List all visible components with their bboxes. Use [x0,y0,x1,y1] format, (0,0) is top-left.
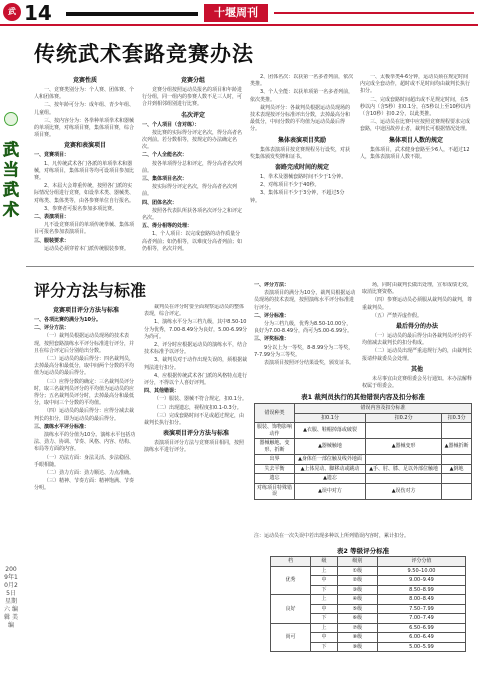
table-cell: 中 [311,633,338,643]
paragraph: 4、应根据传统武术各门派的风格特点进行评分，不得以个人喜好评判。 [144,372,248,387]
paragraph: 按实际得分评定名次，得分高者名次列前。 [142,184,238,198]
banner-char: 当 [2,160,19,179]
article2-title: 评分方法与标准 [34,281,147,300]
table-cell: 7.00–7.49 [377,614,465,624]
paragraph: （一）服装、器械不符合规定，扣0.1分。 [154,396,247,403]
table-cell [442,423,472,439]
table-row [255,483,472,499]
table-cell: 7.50–7.99 [377,604,465,614]
table-cell: ①级 [337,566,377,576]
table-cell: ⑨级 [337,642,377,652]
table-cell: 9.00–9.49 [377,576,465,586]
paragraph: （三）应得分数的确定：三名裁判员评分时，取三名裁判员评分的平均值为运动员的应得分；五名裁判员评分时，去掉最高分和最低分，取中间三个分数的平均值。 [34,378,135,407]
table-cell: ▲遗忘 [295,474,366,484]
paragraph: 表演项目按照评分结果设奖，颁发证书。 [264,360,355,367]
paragraph: （三）完成套路时间不足或超过规定，由裁判长执行扣分。 [144,412,245,427]
paragraph: 3、个人全能：以获单项第一名多者列前，依次类推。 [250,89,354,103]
table1-note: 注：运动员在一次失误中若出现多种以上所列错误内容时，累计扣分。 [254,533,410,539]
table-cell: ⑦级 [337,623,377,633]
paragraph: 1、个人项目：以完成套路的动作质量分高者列前；如仍相等，以难度分高者列前；如仍相等，名次并列。 [142,231,243,252]
paragraph: 2、对练项目不少于40秒。 [260,182,320,189]
column-header: 错误种类 [255,404,295,423]
table-cell: ④级 [337,595,377,605]
paragraph: 1、演练水平分为三档九级，其中8.50-10分为优秀，7.00-8.49分为良好，5.00-6.99分为尚可。 [144,319,248,340]
column-header: 错误内容及扣分标准 [295,404,472,414]
table-cell: 中 [311,604,338,614]
column-header: 级别 [337,557,377,567]
paragraph: （二）运动员出现严重违规行为的，由裁判长报请仲裁委员会处理。 [362,348,472,362]
row-label: 器械触地、变形、折断 [255,439,295,455]
paragraph: 三、按内容分为：各拳种单项拳术和器械的单项比赛，对练项目赛，集体项目赛，综合项目赛。 [34,117,135,139]
subheading: 名次评定 [180,111,205,119]
column-header: 扣0.3分 [442,413,472,423]
article2-column-1 [34,304,138,689]
article2-column-3 [254,282,356,390]
paragraph: 9分以上为一等奖，8-8.99分为二等奖，7-7.99分为三等奖。 [254,344,354,358]
paragraph: （五）严禁弄虚作假。 [372,312,423,319]
subheading: 集体项目人数的规定 [388,136,443,144]
table-cell [442,483,472,499]
paragraph: 分为三档九级，优秀为8.50-10.00分，良好为7.00-8.49分，尚可为5.00-6.99分。 [254,321,353,335]
paragraph: 2、本届大会尊重传统，按照各门派的实际情况分组进行竞赛，如设拳术类、器械类、对练类、集体类等，由各参赛单位自行报名。 [34,183,135,204]
subheading: 竞赛和表演项目 [63,142,106,150]
bold-line: 五、得分相等的处理： [142,223,193,230]
table-cell [442,455,472,465]
subheading: 最后得分的办法 [395,323,438,331]
table1-title: 表1 裁判员执行的其他错误内容及扣分标准 [301,393,425,401]
paragraph: （二）劲力方面：劲力顺达、力点准确。 [44,470,135,477]
paragraph: 未尽事宜由竞赛组委会另行通知。本办法解释权属于组委会。 [362,375,472,390]
group-label: 尚可 [271,623,311,652]
paragraph: 集体项目，武术健身套路至少6人，不超过12人，集体表演项目人数不限。 [360,146,470,160]
table-cell: 中 [311,576,338,586]
table-row [271,566,466,576]
paragraph: 演练水平的分值为10分。演练水平包括功法、劲力、协调、节奏、风格、内容、结构、布局等方面的内容。 [34,432,136,453]
header-rule [66,12,198,16]
banner-char: 术 [2,200,19,219]
table-cell: 上 [311,566,338,576]
paragraph: 表演项目评分方法与竞赛项目相同，按照演练水平进行评分。 [144,440,245,454]
paragraph: 一、太极拳类4-6分钟，运动员须在规定时间内完成全套动作，超时或不足时间均由裁判长执行扣分。 [360,74,471,95]
paragraph: （三）精神、节奏方面：精神饱满、节奏分明。 [34,478,135,492]
table-row [255,423,472,439]
table-cell: ▲上体晃动、脚移动或跳动 [295,464,366,474]
table-cell: 5.00–5.99 [377,642,465,652]
table-cell: ▲倒地 [442,464,472,474]
banner-char: 武 [2,180,19,199]
table-cell: ▲身体任一部位触及线外地面 [295,455,366,465]
subheading: 表演项目评分方法与标准 [162,430,229,438]
row-label: 出界 [255,455,295,465]
paragraph: 1、凡传统武术各门各派的单项拳术和器械，对练项目，集体项目等均可设项目参加比赛。 [34,160,135,182]
side-banner [0,140,22,310]
subheading: 竞赛分组 [180,77,205,84]
table-row [255,474,472,484]
table-cell: 下 [311,642,338,652]
table-cell: ⑥级 [337,614,377,624]
paragraph: （四）参赛运动员必须服从裁判员的裁判，尊重裁判员。 [362,297,472,311]
article1-column-4 [360,74,472,260]
table-cell: ▲误伤对方 [366,483,442,499]
paragraph: 2、团体名次：以获第一名多者列前，依次类推。 [250,74,354,88]
article2-column-4 [362,282,472,390]
paragraph: （二）运动员的最后得分：四名裁判员，去掉最高分和最低分，取中间两个分数的平均值为运动员的最后得分。 [34,356,135,377]
table-row [255,464,472,474]
table-cell: ▲器械变形 [366,439,442,455]
bold-line: 一、各项比赛的满分为10分。 [34,317,101,323]
bold-line: 三、评奖标准： [254,336,290,343]
table-cell: 8.50–8.99 [377,585,465,595]
table-header-row [271,557,466,567]
article1-column-1 [34,74,136,260]
error-deduction-table [254,403,472,500]
paragraph: 二、按年龄可分为：成年组、青少年组、儿童组。 [34,102,135,116]
table-row [271,623,466,633]
group-label: 良好 [271,595,311,624]
group-label: 优秀 [271,566,311,595]
table-cell [366,474,442,484]
table-cell: ⑧级 [337,633,377,643]
table-cell: ▲器械触地 [295,439,366,455]
table-cell: 8.00–8.49 [377,595,465,605]
paragraph: 三、运动员在比赛中应按照竞赛规程要求完成套路，中途因故停止者，裁判长可根据情况处理。 [360,119,471,133]
paragraph: 按各单项得分总和评定，得分高者名次列前。 [142,160,243,174]
column-header: 级 [311,557,338,567]
paragraph: （一）裁判员根据运动员现场的技术表现，按照套路演练水平评分标准进行评分，并且在综合评定后分别给出分数。 [34,333,135,354]
bold-line: 二、个人全能名次： [142,152,188,159]
table-header-row [255,404,472,414]
column-header: 扣0.1分 [295,413,366,423]
table-cell [366,455,442,465]
row-label: 对练项目特殊错误 [255,483,295,499]
header-rule-red [274,12,474,14]
grade-scoring-table [270,556,466,652]
paragraph: 集体表演项目按竞赛规程另行设奖，对获奖集体颁发奖牌和证书。 [250,146,351,160]
bold-line: 二、表演项目： [34,214,70,221]
page-number: 14 [24,1,52,25]
article1-column-3 [250,74,354,260]
table-row [255,455,472,465]
column-header: 评分分值 [377,557,465,567]
paragraph: 表演项目的满分为10分，裁判员根据运动员现场的技术表现，按照演练水平评分标准进行评分。 [254,290,356,311]
paragraph: 3、集体项目不少于3分钟，不超过5分钟。 [250,190,345,204]
paragraph: 2、评分时应根据运动员的演练水平，结合技术标准予以评分。 [144,342,248,356]
paragraph: 竞赛分组按照运动员报名的项目和年龄进行分组，同一组内的参赛人数不足三人时，可合并到相邻组别进行比赛。 [142,87,243,108]
table-cell: 6.50–6.99 [377,623,465,633]
row-label: 服装、饰物影响动作 [255,423,295,439]
bold-line: 二、评分方法： [34,325,70,332]
subheading: 竞赛项目评分方法与标准 [52,307,119,314]
bold-line: 一、评分方法： [254,282,290,288]
page-header [0,0,478,26]
bold-line: 三、集体项目名次： [142,176,188,183]
paragraph: 运动员必须穿着本门派传统服装参赛。 [44,245,130,252]
table2-title: 表2 等级评分标准 [336,547,390,555]
table-cell [366,423,442,439]
table-cell: 9.50–10.00 [377,566,465,576]
paragraph: 按照各代表队所获各项名次评分之和评定名次。 [142,207,243,222]
subheading: 其他 [410,365,423,373]
column-header: 档 [271,557,311,567]
paragraph: 3、参赛者可报名参加多项比赛。 [44,205,118,212]
table-cell: 上 [311,595,338,605]
table-cell: ▲器械折断 [442,439,472,455]
article1-column-2 [142,74,244,260]
subheading: 竞赛性质 [72,77,97,84]
table-cell: ③级 [337,585,377,595]
paragraph: 按比赛的实际得分评定名次，得分高者名次列前。若分数相等，按规定的办法确定名次。 [142,129,243,151]
section-title: 十堰周刊 [204,4,268,22]
paragraph: 3、裁判员对于动作出现失误的，须根据裁判法进行扣分。 [144,357,248,371]
bold-line: 一、竞赛项目： [34,152,70,159]
bold-line: 三、服装要求： [34,237,70,244]
bold-line: 二、评分标准： [254,312,290,319]
table-row [271,595,466,605]
paragraph: 裁判员评分：各裁判员根据运动员现场的技术表现按评分标准评出分数，去掉最高分和最低分，中间分数的平均值为运动员最后得分。 [250,104,351,133]
paragraph: （一）功法方面：身法灵活、步法稳固、手眼相随。 [34,454,135,468]
table-cell: 下 [311,614,338,624]
article2-column-2 [144,304,248,689]
paragraph: 二、完成套路时间超出或不足规定时间，在5秒以内（含5秒）扣0.1分，在5秒以上至10秒以内（含10秒）扣0.2分，以此类推。 [360,96,471,118]
table-row [255,439,472,455]
column-header: 扣0.2分 [366,413,442,423]
table-cell: ⑤级 [337,604,377,614]
table-cell: ▲衣服、鞋帽掉落或破裂 [295,423,366,439]
row-label: 失去平衡 [255,464,295,474]
table-cell: 下 [311,585,338,595]
table-cell: ▲手、肘、膝、足以外部位触地 [366,464,442,474]
bold-line: 四、团体名次： [142,199,178,206]
paragraph: 一、竞赛类别分为：个人赛、团体赛、个人和团体赛。 [34,87,135,101]
paragraph: 场，同时由裁判长做出处理，宣布成绩无效，取消比赛资格。 [362,282,472,296]
paragraph: 凡不设竞赛项目的单项传统拳械、集体项目可报名参加表演项目。 [34,222,135,236]
subheading: 集体表演项目奖励 [277,136,326,144]
subheading: 套路完成时间的规定 [274,164,329,172]
paragraph: （四）运动员的最后得分：应得分减去裁判长的扣分，即为运动员的最后得分。 [34,408,135,422]
article-divider [26,266,474,267]
row-label: 遗忘 [255,474,295,484]
table-cell: ▲误中对方 [295,483,366,499]
paragraph: 1、拳术及器械套路时间不少于1分钟。 [260,174,347,181]
banner-char: 武 [2,140,19,159]
issue-date: 2009年10月25日 星期六 编辑 美编 [4,566,18,629]
article1-title: 传统武术套路竞赛办法 [34,41,254,66]
decorative-dot-icon [4,112,18,126]
paragraph: 裁判员在评分时要全面观察运动员的整体表现，综合评定。 [144,304,245,318]
bold-line: 三、演练水平评分标准： [34,423,90,430]
paragraph: （一）运动员的最后得分由各裁判员评分的平均值减去裁判长的扣分构成。 [362,333,472,347]
bold-line: 一、个人项目（含对练）： [142,121,200,128]
paragraph: （二）出现遗忘，视程度扣0.1-0.3分。 [154,404,242,411]
table-cell: 上 [311,623,338,633]
newspaper-logo-icon: 武 [3,3,21,21]
table-cell: 6.00–6.49 [377,633,465,643]
table-cell [442,474,472,484]
bold-line: 四、其他错误： [144,388,180,395]
table-cell: ②级 [337,576,377,586]
